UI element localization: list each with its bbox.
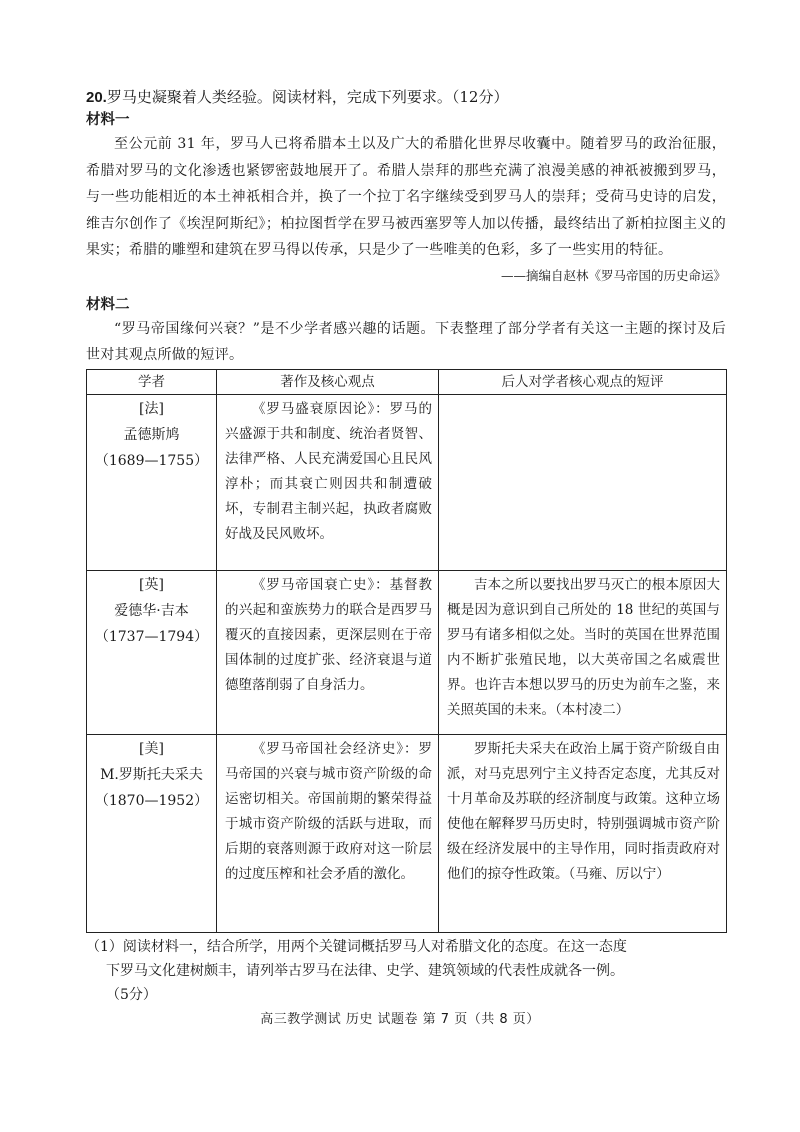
question-text: 罗马史凝聚着人类经验。阅读材料，完成下列要求。（12分）	[106, 88, 509, 106]
subquestion-1-line3: （5分）	[106, 986, 157, 1003]
scholar-years: （1870—1952）	[94, 792, 209, 809]
material1-body: 至公元前 31 年，罗马人已将希腊本土以及广大的希腊化世界尽收囊中。随着罗马的政治征服，希腊对罗马的文化渗透也紧锣密鼓地展开了。希腊人崇拜的那些充满了浪漫美感的神祇被搬到罗马，与一些功能相近的本土神祇相合并，换了一个拉丁名字继续受到罗马人的崇拜；受荷马史诗的启发，维吉尔创作了《埃涅阿斯纪》；柏拉图哲学在罗马被西塞罗等人加以传播，最终结出了新柏拉图主义的果实；希腊的雕塑和建筑在罗马得以传承，只是少了一些唯美的色彩，多了一些实用的特征。	[86, 136, 726, 258]
table-row	[87, 734, 727, 932]
scholar-comment: 吉本之所以要找出罗马灭亡的根本原因大概是因为意识到自己所处的 18 世纪的英国与罗马有诸多相似之处。当时的英国在世界范围内不断扩张殖民地，以大英帝国之名威震世界。也许吉本想以罗马的历史为前车之鉴，来关照英国的未来。（本村凌二）	[439, 570, 727, 734]
table-header-row	[87, 369, 727, 394]
scholar-comment: 罗斯托夫采夫在政治上属于资产阶级自由派，对马克思列宁主义持否定态度，尤其反对十月革命及苏联的经济制度与政策。这种立场使他在解释罗马历史时，特别强调城市资产阶级在经济发展中的主导作用，同时指责政府对他们的掠夺性政策。（马雍、厉以宁）	[439, 734, 727, 932]
subquestion-1-line2: 下罗马文化建树颇丰，请列举古罗马在法律、史学、建筑领域的代表性成就各一例。	[106, 962, 624, 979]
scholar-view: 《罗马帝国社会经济史》：罗马帝国的兴衰与城市资产阶级的命运密切相关。帝国前期的繁荣得益于城市资产阶级的活跃与进取，而后期的衰落则源于政府对这一阶层的过度压榨和社会矛盾的激化。	[217, 734, 439, 932]
header-view: 著作及核心观点	[217, 369, 439, 394]
scholar-nation: [英]	[139, 576, 164, 593]
material2-heading: 材料二	[86, 296, 130, 313]
scholar-name: 孟德斯鸠	[123, 426, 180, 443]
question-number: 20.	[86, 89, 107, 106]
scholar-name: M.罗斯托夫采夫	[100, 766, 203, 783]
question-title	[86, 86, 726, 109]
subquestion-1-line1: （1）阅读材料一，结合所学，用两个关键词概括罗马人对希腊文化的态度。在这一态度	[86, 938, 627, 955]
scholar-cell	[87, 394, 217, 570]
scholar-cell	[87, 734, 217, 932]
scholar-view: 《罗马帝国衰亡史》：基督教的兴起和蛮族势力的联合是西罗马覆灭的直接因素，更深层则在于帝国体制的过度扩张、经济衰退与道德堕落削弱了自身活力。	[217, 570, 439, 734]
subquestion-1	[86, 935, 726, 1007]
scholar-view: 《罗马盛衰原因论》：罗马的兴盛源于共和制度、统治者贤智、法律严格、人民充满爱国心且民风淳朴；而其衰亡则因共和制遭破坏，专制君主制兴起，执政者腐败好战及民风败坏。	[217, 394, 439, 570]
scholar-nation: [法]	[139, 400, 164, 417]
page-footer: 高三教学测试 历史 试题卷 第 7 页（共 8 页）	[260, 1012, 540, 1027]
exam-page	[86, 86, 726, 1007]
material1-heading: 材料一	[86, 112, 130, 128]
header-scholar: 学者	[87, 369, 217, 394]
scholar-cell	[87, 570, 217, 734]
scholar-comment	[439, 394, 727, 570]
scholar-years: （1689—1755）	[94, 452, 209, 469]
scholar-years: （1737—1794）	[94, 628, 209, 645]
scholar-name: 爱德华·吉本	[114, 602, 189, 619]
header-comment: 后人对学者核心观点的短评	[439, 369, 727, 394]
scholars-table	[86, 369, 727, 933]
scholar-nation: [美]	[139, 740, 164, 757]
table-row	[87, 394, 727, 570]
table-row	[87, 570, 727, 734]
material1-source: ——摘编自赵林《罗马帝国的历史命运》	[500, 267, 726, 283]
material2-body: “罗马帝国缘何兴衰？”是不少学者感兴趣的话题。下表整理了部分学者有关这一主题的探讨及后世对其观点所做的短评。	[86, 320, 726, 363]
